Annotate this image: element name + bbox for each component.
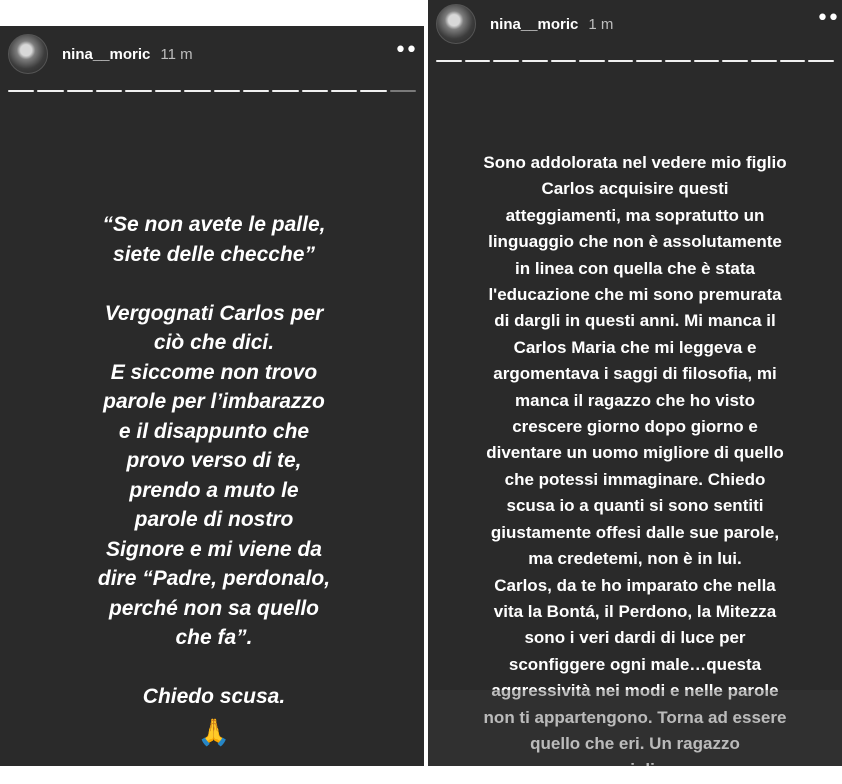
- progress-segment: [722, 60, 748, 62]
- text-line: Vergognati Carlos per: [104, 301, 324, 325]
- text-line: provo verso di te,: [126, 449, 302, 472]
- text-line: crescere giorno dopo giorno e: [512, 417, 758, 437]
- progress-segment: [493, 60, 519, 62]
- text-line: Carlos Maria che mi leggeva e: [513, 337, 757, 357]
- progress-segment: [808, 60, 834, 62]
- text-line: che potessi immaginare. Chiedo: [504, 469, 766, 489]
- progress-segment: [465, 60, 491, 62]
- progress-segment: [37, 90, 63, 92]
- avatar[interactable]: [436, 4, 476, 44]
- text-line: di dargli in questi anni. Mi manca il: [494, 311, 776, 331]
- progress-segment: [96, 90, 122, 92]
- progress-segment: [551, 60, 577, 62]
- text-line: Carlos acquisire questi: [541, 179, 729, 199]
- progress-segment: [665, 60, 691, 62]
- text-line: vita la Bontá, il Perdono, la Mitezza: [493, 601, 777, 621]
- text-line: parole per l’imbarazzo: [103, 390, 325, 413]
- progress-segment: [780, 60, 806, 62]
- text-line: diventare un uomo migliore di quello: [486, 443, 784, 463]
- progress-segment: [214, 90, 240, 92]
- username[interactable]: nina__moric: [490, 15, 579, 33]
- text-line: parole di nostro: [134, 508, 294, 531]
- progress-segment: [636, 60, 662, 62]
- text-line: l'educazione che mi sono premurata: [488, 285, 782, 305]
- progress-segment: [579, 60, 605, 62]
- avatar[interactable]: [8, 34, 48, 74]
- story-left[interactable]: [0, 26, 424, 766]
- text-line: quello che eri. Un ragazzo: [530, 733, 740, 753]
- story-header: [436, 4, 613, 44]
- story-header: [8, 34, 193, 74]
- text-line: ciò che dici.: [153, 331, 275, 354]
- text-line: non ti appartengono. Torna ad essere: [483, 707, 787, 727]
- progress-segment: [8, 90, 34, 92]
- story-progress-bar: [8, 90, 416, 92]
- text-line: giustamente offesi dalle sue parole,: [490, 522, 780, 542]
- progress-segment: [390, 90, 416, 92]
- more-options-icon[interactable]: ••: [394, 38, 416, 63]
- progress-segment: [331, 90, 357, 92]
- folded-hands-icon: 🙏: [197, 716, 231, 747]
- text-line: che fa”.: [175, 626, 253, 649]
- text-line: manca il ragazzo che ho visto: [515, 390, 755, 410]
- text-line: E siccome non trovo: [110, 360, 318, 384]
- progress-segment: [243, 90, 269, 92]
- progress-segment: [302, 90, 328, 92]
- text-line: argomentava i saggi di filosofia, mi: [493, 364, 777, 384]
- closing-line: Chiedo scusa.: [142, 685, 286, 708]
- progress-segment: [125, 90, 151, 92]
- story-right[interactable]: [428, 0, 842, 780]
- text-line: Signore e mi viene da: [106, 537, 322, 561]
- text-line: e il disappunto che: [118, 419, 310, 443]
- more-options-icon[interactable]: ••: [816, 6, 838, 31]
- quote-line: “Se non avete le palle,: [102, 213, 326, 236]
- text-line: perché non sa quello: [108, 596, 320, 620]
- story-text: [454, 150, 816, 784]
- story-progress-bar: [436, 60, 834, 62]
- progress-segment: [751, 60, 777, 62]
- text-line: in linea con quella che è stata: [515, 258, 755, 278]
- progress-segment: [67, 90, 93, 92]
- progress-segment: [155, 90, 181, 92]
- progress-segment: [694, 60, 720, 62]
- text-line: scusa io a quanti si sono sentiti: [506, 496, 764, 516]
- quote-line: siete delle checche”: [113, 242, 315, 266]
- text-line: dire “Padre, perdonalo,: [97, 567, 331, 590]
- progress-segment: [272, 90, 298, 92]
- timestamp: 11 m: [160, 45, 193, 63]
- text-line: aggressività nei modi e nelle parole: [491, 681, 779, 701]
- progress-segment: [522, 60, 548, 62]
- text-line: atteggiamenti, ma sopratutto un: [505, 205, 765, 225]
- progress-segment: [608, 60, 634, 62]
- text-line: Carlos, da te ho imparato che nella: [494, 575, 776, 595]
- text-line: ma credetemi, non è in lui.: [528, 549, 742, 569]
- progress-segment: [360, 90, 386, 92]
- text-line: Sono addolorata nel vedere mio figlio: [483, 153, 787, 172]
- story-text: [44, 210, 384, 747]
- text-line: sconfiggere ogni male…questa: [508, 654, 762, 674]
- text-line: sono i veri dardi di luce per: [524, 628, 746, 648]
- text-line: meraviglioso.: [580, 760, 690, 780]
- text-line: linguaggio che non è assolutamente: [488, 232, 782, 252]
- username[interactable]: nina__moric: [62, 45, 151, 63]
- timestamp: 1 m: [588, 15, 614, 33]
- text-line: prendo a muto le: [129, 478, 299, 502]
- progress-segment: [436, 60, 462, 62]
- progress-segment: [184, 90, 210, 92]
